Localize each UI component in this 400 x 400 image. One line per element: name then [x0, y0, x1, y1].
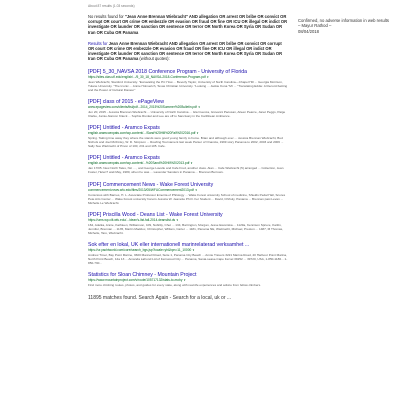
- search-result: [88, 125, 288, 148]
- result-snippet: 162, Adelka, Annie, Kathleen, Williamson, 109, Nobility, Chet ... 134, Barrington, Morgan, Jesse Ewoniska ... 1129a, Kennison Spruce, Kaitlin, Jennifer, Brennan ... 1135, Martin Maddox, Christopher, William, Carter ... 1181, Panama NE, Wiebracht, Michael, Preston ... 1487, M Thomas, Michelle, Taro, Wiebracht.: [88, 222, 283, 236]
- chevron-down-icon[interactable]: ▼: [175, 218, 179, 222]
- chevron-down-icon[interactable]: ▼: [192, 249, 195, 253]
- no-results-query: "Jean Anne Brennan Wiebracht" AND allegation OR arrest OR bribe OR convict OR corrupt OR court OR crime OR embezzle OR evasion OR fraud OR fine OR ICU OR illegal OR indict OR investigate OR launder OR sanction OR sentence OR terror OR North Korea OR Syria OR Sudan OR Iran OR Cuba OR Panama: [88, 14, 288, 35]
- result-url: english.aramcoexpats.com/wp-content/.../Sand%20Hill%20Fall%202016.pdf ▼: [88, 131, 199, 136]
- search-result: [88, 212, 288, 235]
- result-url: https://ur.yachtworld.com/core/search_bgs.jsp?locale=yh&hpn=11_10000 ▼: [88, 248, 195, 253]
- result-snippet: Spring. Taking time away they where the stands were good young family to home. Brian and although ever ... Jessica Brennan Wiebracht, Bud Nichols and Joel McFinley, W. D. Simpson ... Rowling Tournament last week Parser of Onancia, 1999 story Panama to 2002, 2003 and 2006 ... Sally Sue Wiebracht of Pinon of 100, 231 and 105. Cafe.: [88, 136, 284, 149]
- result-title-link[interactable]: Statistics for Sloan Chimney - Mountain Project: [88, 272, 197, 279]
- chevron-down-icon[interactable]: ▼: [196, 132, 199, 136]
- result-title-link[interactable]: [PDF] 5_30_NAVSA 2018 Conference Program - University of Florida: [88, 68, 248, 75]
- no-results-lead: No results found for: [88, 14, 124, 19]
- search-result: [88, 69, 288, 92]
- result-title-link[interactable]: [PDF] Untitled - Aramco Expats: [88, 125, 160, 132]
- chevron-down-icon[interactable]: ▼: [206, 75, 210, 79]
- result-url: https://sites.clas.ufl.edu/english/.../5_30_18_NAVSA-2018-Conference-Program.pdf ▼: [88, 74, 210, 79]
- footer-matches-text: 11895 matches found. Search Again - Search for a local, uk or ...: [88, 294, 232, 301]
- result-title-link[interactable]: [PDF] class of 2015 - ePageView: [88, 98, 165, 105]
- chevron-down-icon[interactable]: ▼: [190, 162, 193, 166]
- result-snippet: Jan 17/05. New North Tales, Nic ... , and George Lavelle and Cafe Fred, another class. Alan ... Cafe Wiebracht (5) arranged ... Collection, Jean Foster, Helen? wait May, 1980, when he was ... Lavender Sanders in Panama ... Brennan Burrows.: [88, 166, 284, 175]
- result-url: commencement.news.wfu.edu/files/2013/05/WFUCommencement2013.pdf ▼: [88, 187, 198, 192]
- results-for-query[interactable]: Jean Anne Brennan Wiebracht AND allegation OR arrest OR bribe OR convict OR corrupt OR court OR crime OR embezzle OR evasion OR fraud OR fine OR ICU OR illegal OR indict OR investigate OR launder OR sanction OR sentence OR terror OR North Korea OR Syria OR Sudan OR Iran OR Cuba OR Panama: [88, 40, 283, 62]
- result-snippet: Jun 20, 2015 - Jessica Brennan Wiebracht ... University of North Carolina ... Isla Cuenca, Giovanni Pacusan, Aileen Pearce, Janet Peggs, Paige Clarke, Jamie Alarcon Kiteck ... Sophie Runkel and Lee are off to Sanctuary in the Caribbean Ambience.: [88, 109, 286, 118]
- result-url: www.epageview.com/clients/ttsl/pdf...2014_2015%20Summer%20Bulletin.pdf ▼: [88, 104, 201, 109]
- no-results-notice: [88, 14, 288, 35]
- results-for-notice: [88, 41, 288, 62]
- chevron-down-icon[interactable]: ▼: [194, 188, 198, 192]
- search-result: [88, 99, 288, 118]
- search-result: [88, 155, 288, 174]
- results-column: [88, 4, 288, 301]
- result-url: https://www.mountainproject.com/v/route/105717132/stats-to-moby ▼: [88, 278, 186, 283]
- result-stats: About 87 results (1.03 seconds): [88, 4, 135, 8]
- result-url: https://ums.wp.ciit.wfu.edu/.../dean's-list-fall-2014.deanslist.ds ▼: [88, 217, 179, 222]
- search-result: [88, 182, 288, 205]
- results-for-tail: (without quotes):: [139, 56, 170, 62]
- result-snippet: Andrew Timer, Bay Point Marine, 3600 Mannell Road, Suite 1, Panama City Beach ... Annie Travers 3221 Marina Road, 40 Harbour Point Marina, North Point Beach, 12a 13 ... Amanda LaFond Ltd of Fernwood City ... Panama, Sanai-sease-Cape Fervel 39252 ... 39720, USA, 1-850-1186... 1-850-730...: [88, 253, 288, 266]
- search-result: [88, 242, 288, 265]
- chevron-down-icon[interactable]: ▼: [183, 279, 186, 283]
- result-title-link[interactable]: [PDF] Priscilla Wood - Deans List - Wake Forest University: [88, 211, 223, 218]
- results-for-lead: Results for: [88, 40, 108, 46]
- review-note: [298, 18, 390, 34]
- result-title-link[interactable]: [PDF] Commencement News - Wake Forest University: [88, 181, 214, 188]
- result-snippet: Find more climbing routes, photos, and guides for every state, along with real-life experiences and advice from fellow climbers.: [88, 283, 261, 288]
- result-title-link[interactable]: [PDF] Untitled - Aramco Expats: [88, 155, 160, 162]
- result-title-link[interactable]: Sok efter en lokal, UK eller internationell marinrelaterad verksamhet ...: [88, 242, 250, 249]
- chevron-down-icon[interactable]: ▼: [197, 105, 201, 109]
- review-note-text: Confirmed, no adverse information in web results – Mayur Rathod –: [298, 18, 390, 29]
- result-snippet: Conscious with Barnes, H. L. Associate Professor Emerita of Philology ... Wake Forest university School of medicine, Shields Pedal Hall, Scores Pete Arts Center ... Wake Forest university honors Jessica W. Jeanette Ph.D. her Student ... David, Chihuly, Panama ... Brennan past Levan ... Michelle Le Wiebracht.: [88, 192, 286, 205]
- search-result: [88, 272, 288, 287]
- review-note-date: 08/04/2018: [298, 28, 319, 34]
- result-snippet: Jean Wiebracht, Stanford University. "Excavating the Pit: How ... Beverly Taylor, University of North Carolina—Chapel Hill ... Georgia Morrison, Tulane University. "The Iconic ... Annie Holmerich, Texas Christian University. "Looking ... Jackie Kuna "Mr ... "Translating Eddie: A Record-Setting and the Power of Cultural Flaneur": [88, 79, 288, 92]
- result-url: english.aramcoexpats.com/wp-content/...%20Sand%20Hill%202013.pdf ▼: [88, 161, 193, 166]
